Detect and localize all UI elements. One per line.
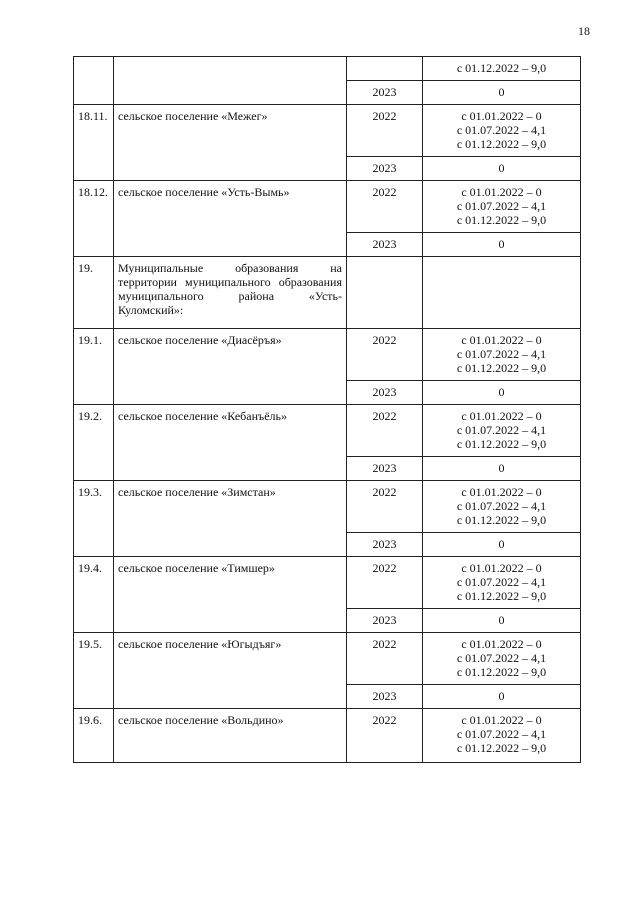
row-number-cell: 19.2. [74, 405, 114, 481]
year-cell: 2022 [347, 105, 423, 157]
row-number-cell: 18.11. [74, 105, 114, 181]
table-row [74, 329, 581, 381]
row-number-cell [74, 57, 114, 105]
rate-cell: 0 [423, 457, 581, 481]
year-cell: 2023 [347, 381, 423, 405]
rate-line: с 01.12.2022 – 9,0 [456, 437, 547, 451]
year-cell: 2023 [347, 157, 423, 181]
rate-cell: 0 [423, 609, 581, 633]
table-row [74, 181, 581, 233]
rate-cell [423, 105, 581, 157]
rate-line: с 01.12.2022 – 9,0 [456, 665, 547, 679]
row-number-cell: 19.1. [74, 329, 114, 405]
rate-cell [423, 57, 581, 81]
table-row [74, 105, 581, 157]
rate-line: с 01.01.2022 – 0 [461, 637, 542, 651]
row-name-cell: сельское поселение «Диасёръя» [114, 329, 347, 405]
rate-cell: 0 [423, 533, 581, 557]
table-row [74, 405, 581, 457]
rate-line: с 01.07.2022 – 4,1 [456, 347, 547, 361]
table-row [74, 709, 581, 763]
row-name-cell: сельское поселение «Вольдино» [114, 709, 347, 763]
rate-line: с 01.07.2022 – 4,1 [456, 123, 547, 137]
rate-line: с 01.07.2022 – 4,1 [456, 423, 547, 437]
rate-line: с 01.12.2022 – 9,0 [456, 513, 547, 527]
rate-cell [423, 329, 581, 381]
rate-line: с 01.01.2022 – 0 [461, 409, 542, 423]
rate-line: с 01.01.2022 – 0 [461, 185, 542, 199]
rate-line: с 01.01.2022 – 0 [461, 561, 542, 575]
rate-cell: 0 [423, 381, 581, 405]
rate-line: с 01.12.2022 – 9,0 [456, 589, 547, 603]
year-cell: 2022 [347, 481, 423, 533]
row-number-cell: 19.5. [74, 633, 114, 709]
table-row [74, 481, 581, 533]
year-cell [347, 257, 423, 329]
rate-line: с 01.12.2022 – 9,0 [456, 137, 547, 151]
year-cell: 2022 [347, 405, 423, 457]
rate-line: с 01.01.2022 – 0 [461, 713, 542, 727]
year-cell: 2023 [347, 457, 423, 481]
year-cell: 2023 [347, 233, 423, 257]
rate-cell: 0 [423, 81, 581, 105]
rate-cell [423, 557, 581, 609]
row-name-cell: сельское поселение «Кебанъёль» [114, 405, 347, 481]
row-number-cell: 19.3. [74, 481, 114, 557]
page-number: 18 [578, 24, 590, 38]
table-row [74, 57, 581, 81]
rate-cell [423, 481, 581, 533]
year-cell [347, 57, 423, 81]
year-cell: 2023 [347, 533, 423, 557]
year-cell: 2022 [347, 709, 423, 763]
row-number-cell: 19.6. [74, 709, 114, 763]
year-cell: 2022 [347, 557, 423, 609]
rate-cell [423, 181, 581, 233]
table-row [74, 633, 581, 685]
rate-cell: 0 [423, 157, 581, 181]
rate-line: с 01.01.2022 – 0 [461, 333, 542, 347]
rate-line: с 01.07.2022 – 4,1 [456, 499, 547, 513]
section-row [74, 257, 581, 329]
rate-line: с 01.07.2022 – 4,1 [456, 575, 547, 589]
tariff-table [73, 56, 581, 763]
row-name-cell: сельское поселение «Зимстан» [114, 481, 347, 557]
year-cell: 2023 [347, 685, 423, 709]
rate-line: с 01.07.2022 – 4,1 [456, 651, 547, 665]
rate-line: с 01.12.2022 – 9,0 [456, 213, 547, 227]
rate-line: с 01.12.2022 – 9,0 [456, 361, 547, 375]
rate-cell: 0 [423, 233, 581, 257]
row-number-cell: 19. [74, 257, 114, 329]
row-name-cell: сельское поселение «Усть-Вымь» [114, 181, 347, 257]
rate-cell [423, 709, 581, 763]
rate-line: с 01.12.2022 – 9,0 [456, 741, 547, 755]
row-number-cell: 18.12. [74, 181, 114, 257]
section-title-cell: Муниципальные образования на территории муниципального образования муниципального района «Усть-Куломский»: [114, 257, 347, 329]
year-cell: 2023 [347, 609, 423, 633]
row-number-cell: 19.4. [74, 557, 114, 633]
row-name-cell: сельское поселение «Тимшер» [114, 557, 347, 633]
row-name-cell [114, 57, 347, 105]
rate-cell: 0 [423, 685, 581, 709]
rate-cell [423, 633, 581, 685]
year-cell: 2023 [347, 81, 423, 105]
row-name-cell: сельское поселение «Межег» [114, 105, 347, 181]
rate-line: с 01.12.2022 – 9,0 [456, 61, 547, 75]
year-cell: 2022 [347, 329, 423, 381]
year-cell: 2022 [347, 633, 423, 685]
rate-line: с 01.01.2022 – 0 [461, 109, 542, 123]
rate-cell [423, 257, 581, 329]
rate-line: с 01.07.2022 – 4,1 [456, 199, 547, 213]
row-name-cell: сельское поселение «Югыдъяг» [114, 633, 347, 709]
year-cell: 2022 [347, 181, 423, 233]
rate-line: с 01.01.2022 – 0 [461, 485, 542, 499]
table-row [74, 557, 581, 609]
rate-line: с 01.07.2022 – 4,1 [456, 727, 547, 741]
rate-cell [423, 405, 581, 457]
